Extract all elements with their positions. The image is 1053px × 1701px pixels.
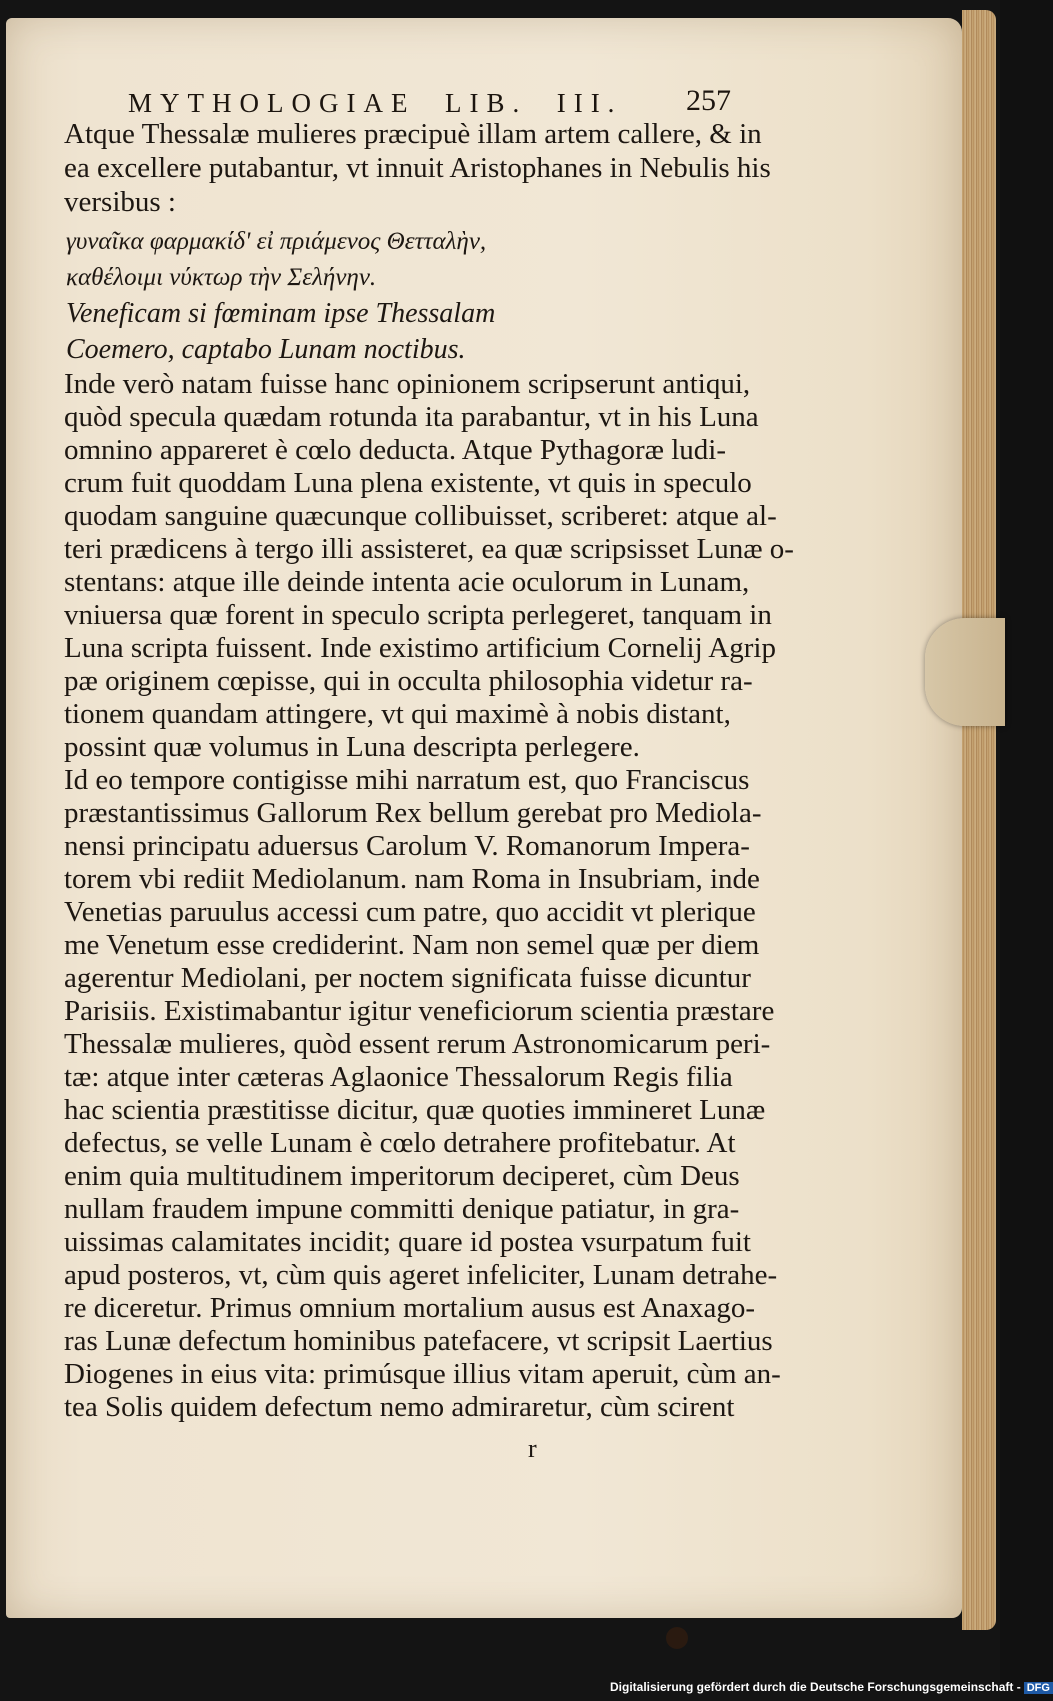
text-line: Luna scripta fuissent. Inde existimo artificium Cornelij Agrip [64, 632, 776, 664]
dfg-logo: DFG [1024, 1682, 1053, 1694]
text-line: Venetias paruulus accessi cum patre, quo accidit vt plerique [64, 896, 756, 928]
digitization-footer [610, 1680, 1050, 1700]
text-line: Inde verò natam fuisse hanc opinionem scripserunt antiqui, [64, 368, 751, 400]
text-line: possint quæ volumus in Luna descripta perlegere. [64, 731, 640, 763]
text-line: agerentur Mediolani, per noctem significata fuisse dicuntur [64, 962, 751, 994]
page-number: 257 [686, 84, 731, 117]
text-line: nensi principatu aduersus Carolum V. Romanorum Impera- [64, 830, 750, 862]
text-line: præstantissimus Gallorum Rex bellum gerebat pro Mediola- [64, 797, 762, 829]
verse-line: Coemero, captabo Lunam noctibus. [66, 334, 466, 365]
text-line: re diceretur. Primus omnium mortalium ausus est Anaxago- [64, 1292, 756, 1324]
text-line: enim quia multitudinem imperitorum deciperet, cùm Deus [64, 1160, 740, 1192]
text-line: Atque Thessalæ mulieres præcipuè illam artem callere, & in [64, 118, 762, 150]
text-line: tionem quandam attingere, vt qui maximè à nobis distant, [64, 698, 731, 730]
text-line: omnino appareret è cœlo deducta. Atque Pythagoræ ludi- [64, 434, 726, 466]
text-line: Id eo tempore contigisse mihi narratum est, quo Franciscus [64, 764, 750, 796]
running-head: MYTHOLOGIAE LIB. III. [128, 88, 623, 118]
text-line: tæ: atque inter cæteras Aglaonice Thessalorum Regis filia [64, 1061, 733, 1093]
text-line: apud posteros, vt, cùm quis ageret infeliciter, Lunam detrahe- [64, 1259, 778, 1291]
text-line: uissimas calamitates incidit; quare id postea vsurpatum fuit [64, 1226, 751, 1258]
text-line: crum fuit quoddam Luna plena existente, vt quis in speculo [64, 467, 752, 499]
text-line: me Venetum esse crediderint. Nam non semel quæ per diem [64, 929, 760, 961]
verse-line: Veneficam si fœminam ipse Thessalam [66, 298, 496, 329]
greek-verse-line: γυναῖκα φαρμακίδ' εἰ πριάμενος Θετταλὴν, [66, 228, 487, 255]
greek-verse-line: καθέλοιμι νύκτωρ τὴν Σελήνην. [66, 264, 377, 291]
text-line: torem vbi rediit Mediolanum. nam Roma in Insubriam, inde [64, 863, 760, 895]
page-edges [962, 10, 996, 1630]
text-line: Diogenes in eius vita: primúsque illius vitam aperuit, cùm an- [64, 1358, 781, 1390]
text-line: hac scientia præstitisse dicitur, quæ quoties immineret Lunæ [64, 1094, 766, 1126]
text-line: Parisiis. Existimabantur igitur veneficiorum scientia præstare [64, 995, 775, 1027]
text-line: teri prædicens à tergo illi assisteret, ea quæ scripsisset Lunæ o- [64, 533, 794, 565]
text-line: versibus : [64, 186, 176, 218]
text-line: stentans: atque ille deinde intenta acie oculorum in Lunam, [64, 566, 750, 598]
text-line: ea excellere putabantur, vt innuit Aristophanes in Nebulis his [64, 152, 771, 184]
text-line: tea Solis quidem defectum nemo admiraretur, cùm scirent [64, 1391, 735, 1423]
book-clasp [925, 618, 1005, 726]
text-line: Thessalæ mulieres, quòd essent rerum Astronomicarum peri- [64, 1028, 771, 1060]
footer-text: Digitalisierung gefördert durch die Deutsche Forschungsgemeinschaft - [610, 1680, 1021, 1694]
signature-mark: r [528, 1434, 537, 1463]
text-line: defectus, se velle Lunam è cœlo detrahere profitebatur. At [64, 1127, 736, 1159]
text-line: pæ originem cœpisse, qui in occulta philosophia videtur ra- [64, 665, 753, 697]
text-line: nullam fraudem impune committi denique patiatur, in gra- [64, 1193, 740, 1225]
text-line: quodam sanguine quæcunque collibuisset, scriberet: atque al- [64, 500, 777, 532]
text-line: quòd specula quædam rotunda ita parabantur, vt in his Luna [64, 401, 759, 433]
ink-spot [666, 1627, 688, 1649]
text-line: ras Lunæ defectum hominibus patefacere, vt scripsit Laertius [64, 1325, 773, 1357]
text-line: vniuersa quæ forent in speculo scripta perlegeret, tanquam in [64, 599, 772, 631]
